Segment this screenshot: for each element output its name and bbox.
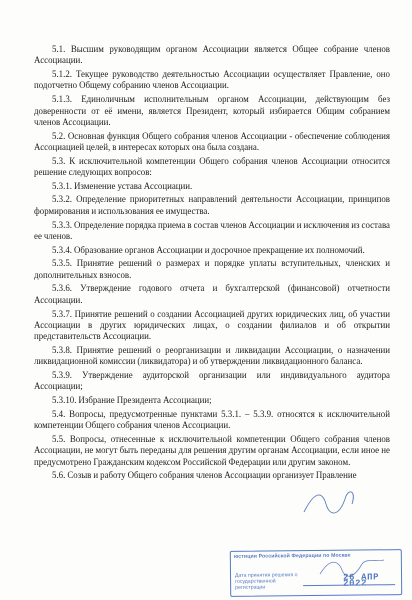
stamp-signature-mark	[318, 556, 388, 580]
paragraph-5-1: 5.1. Высшим руководящим органом Ассоциации является Общее собрание членов Ассоциации.	[34, 44, 390, 66]
paragraph-5-3-7: 5.3.7. Принятие решений о создании Ассоциацией других юридических лиц, об участии Ассоциации в других юридических лицах, о создании филиалов и об открытии представительств Ассоциации.	[34, 308, 390, 342]
paragraph-5-1-2: 5.1.2. Текущее руководство деятельностью Ассоциации осуществляет Правление, оно подотчетно Общему собранию членов Ассоциации.	[34, 69, 390, 91]
paragraph-5-3-2: 5.3.2. Определение приоритетных направлений деятельности Ассоциации, принципов формирования и использования ее имущества.	[34, 194, 390, 216]
paragraph-5-3-3: 5.3.3. Определение порядка приема в состав членов Ассоциации и исключения из состава ее членов.	[34, 219, 390, 241]
paragraph-5-3-9: 5.3.9. Утверждение аудиторской организации или индивидуального аудитора Ассоциации;	[34, 370, 390, 392]
paragraph-5-3-1: 5.3.1. Изменение устава Ассоциации.	[52, 180, 193, 191]
paragraph-5-3: 5.3. К исключительной компетенции Общего собрания членов Ассоциации относится решение следующих вопросов:	[34, 155, 390, 177]
stamp-date: 26 АПР 2022	[342, 572, 380, 589]
stamp-label: Дата принятия решения о государственной регистрации	[234, 572, 298, 591]
signature-mark	[300, 482, 360, 522]
paragraph-5-5: 5.5. Вопросы, отнесенные к исключительной компетенции Общего собрания членов Ассоциации, не могут быть переданы для решения другим органам Ассоциации, если иное не предусмотрено Гражданским кодексом Российской Федерации или другим законом.	[34, 433, 390, 467]
paragraph-5-4: 5.4. Вопросы, предусмотренные пунктами 5.3.1. – 5.3.9. относятся к исключительной компетенции Общего собрания членов Ассоциации.	[34, 408, 390, 431]
paragraph-5-1-3: 5.1.3. Единоличным исполнительным органом Ассоциации, действующим без доверенности от её имени, является Президент, который избирается Общим собранием членов Ассоциации.	[34, 94, 390, 127]
paragraph-5-3-5: 5.3.5. Принятие решений о размерах и порядке уплаты вступительных, членских и дополнительных взносов.	[34, 258, 390, 280]
paragraph-5-6: 5.6. Созыв и работу Общего собрания членов Ассоциации организует Правление	[52, 470, 357, 481]
paragraph-5-3-8: 5.3.8. Принятие решений о реорганизации и ликвидации Ассоциации, о назначении ликвидационной комиссии (ликвидатора) и об утверждении ликвидационного баланса.	[34, 344, 390, 367]
stamp-organization: юстиции Российской Федерации по Москве	[233, 552, 351, 560]
paragraph-5-3-4: 5.3.4. Образование органов Ассоциации и досрочное прекращение их полномочий.	[52, 244, 365, 255]
paragraph-5-3-10: 5.3.10. Избрание Президента Ассоциации;	[52, 395, 212, 406]
paragraph-5-3-6: 5.3.6. Утверждение годового отчета и бухгалтерской (финансовой) отчетности Ассоциации.	[34, 283, 390, 305]
paragraph-5-2: 5.2. Основная функция Общего собрания членов Ассоциации - обеспечение соблюдения Ассоциацией целей, в интересах которых она была создана.	[34, 130, 390, 152]
